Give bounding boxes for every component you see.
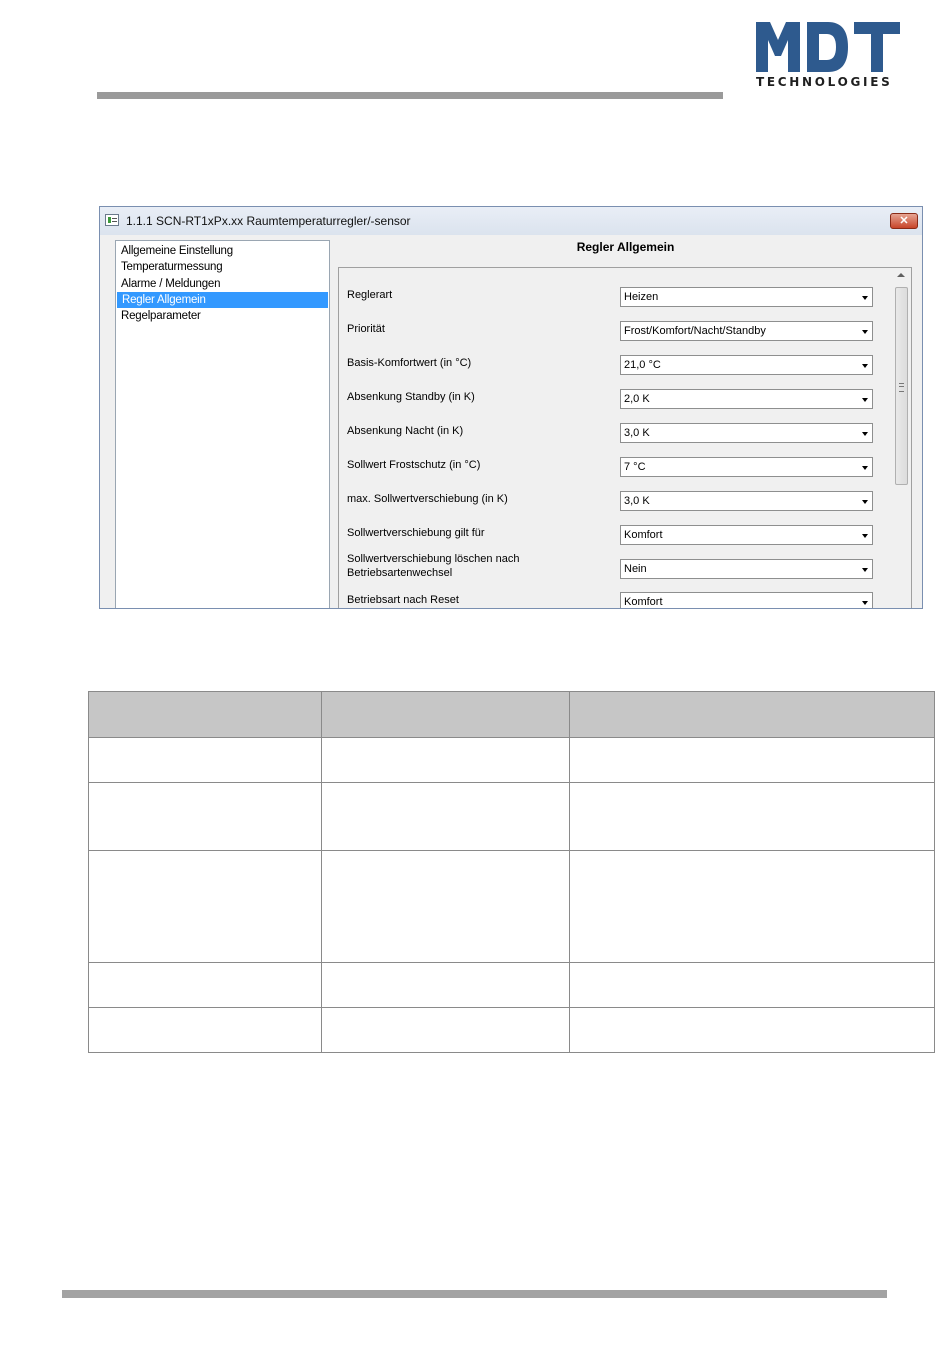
betriebsart-reset-select[interactable] — [620, 592, 873, 609]
table-cell — [322, 1008, 570, 1053]
dropdown-arrow-icon — [862, 398, 868, 402]
param-label: Priorität — [347, 323, 385, 335]
dropdown-arrow-icon — [862, 432, 868, 436]
table-cell — [322, 738, 570, 783]
select-value: Heizen — [624, 291, 659, 303]
param-label: Basis-Komfortwert (in °C) — [347, 357, 472, 369]
table-header-cell — [322, 692, 570, 738]
window-title: 1.1.1 SCN-RT1xPx.xx Raumtemperaturregler/-sensor — [126, 214, 411, 228]
table-cell — [570, 963, 935, 1008]
table-cell — [570, 1008, 935, 1053]
basis-komfortwert-select[interactable] — [620, 355, 873, 375]
nav-item-regler-allgemein[interactable]: Regler Allgemein — [117, 292, 328, 308]
table-cell — [322, 963, 570, 1008]
select-value: 21,0 °C — [624, 359, 661, 371]
close-button[interactable]: ✕ — [890, 213, 918, 229]
select-value: 3,0 K — [624, 427, 650, 439]
nav-item-alarme-meldungen[interactable]: Alarme / Meldungen — [121, 277, 221, 290]
param-row-betriebsart-reset — [347, 592, 892, 609]
param-label: Betriebsart nach Reset — [347, 594, 459, 606]
nav-panel — [115, 240, 330, 609]
table-cell — [89, 1008, 322, 1053]
table-cell — [570, 738, 935, 783]
vertical-scrollbar[interactable] — [893, 269, 911, 609]
sollwertverschiebung-gilt-select[interactable] — [620, 525, 873, 545]
table-cell — [89, 851, 322, 963]
dropdown-arrow-icon — [862, 330, 868, 334]
dropdown-arrow-icon — [862, 296, 868, 300]
dropdown-arrow-icon — [862, 466, 868, 470]
absenkung-nacht-select[interactable] — [620, 423, 873, 443]
param-row-sollwertverschiebung-gilt — [347, 525, 892, 547]
table-row — [89, 851, 935, 963]
select-value: 3,0 K — [624, 495, 650, 507]
dropdown-arrow-icon — [862, 568, 868, 572]
table-header-row — [89, 692, 935, 738]
param-row-reglerart — [347, 287, 892, 309]
mdt-wordmark-icon — [756, 18, 901, 74]
param-row-sollwertverschiebung-loeschen — [347, 553, 892, 581]
nav-item-temperaturmessung[interactable]: Temperaturmessung — [121, 261, 223, 274]
header-rule — [97, 92, 723, 99]
dropdown-arrow-icon — [862, 534, 868, 538]
dropdown-arrow-icon — [862, 364, 868, 368]
reglerart-select[interactable] — [620, 287, 873, 307]
table-header-cell — [89, 692, 322, 738]
nav-item-regelparameter[interactable]: Regelparameter — [121, 310, 201, 323]
sollwert-frostschutz-select[interactable] — [620, 457, 873, 477]
param-row-max-sollwertverschiebung — [347, 491, 892, 513]
sollwertverschiebung-loeschen-select[interactable] — [620, 559, 873, 579]
nav-item-allgemeine-einstellung[interactable]: Allgemeine Einstellung — [121, 245, 233, 257]
absenkung-standby-select[interactable] — [620, 389, 873, 409]
table-row — [89, 963, 935, 1008]
logo-tagline: TECHNOLOGIES — [756, 75, 893, 89]
grip-icon — [899, 383, 904, 392]
footer-rule — [62, 1290, 887, 1298]
table-cell — [322, 851, 570, 963]
parameter-dialog — [99, 206, 923, 609]
param-label: Sollwertverschiebung gilt für — [347, 527, 485, 539]
select-value: 2,0 K — [624, 393, 650, 405]
select-value: Frost/Komfort/Nacht/Standby — [624, 325, 766, 337]
scroll-up-icon[interactable] — [897, 273, 905, 277]
dropdown-arrow-icon — [862, 601, 868, 605]
param-label: Sollwertverschiebung löschen nach Betriebsartenwechsel — [347, 553, 520, 579]
mdt-logo — [756, 18, 901, 90]
select-value: Nein — [624, 563, 647, 575]
title-bar — [100, 207, 922, 235]
panel-title: Regler Allgemein — [576, 240, 675, 254]
param-row-absenkung-nacht — [347, 423, 892, 445]
param-row-basis-komfortwert — [347, 355, 892, 377]
param-label: Reglerart — [347, 289, 393, 301]
param-label: Absenkung Nacht (in K) — [347, 425, 464, 437]
dropdown-arrow-icon — [862, 500, 868, 504]
table-header-cell — [570, 692, 935, 738]
select-value: Komfort — [624, 529, 663, 541]
prioritaet-select[interactable] — [620, 321, 873, 341]
param-row-absenkung-standby — [347, 389, 892, 411]
param-row-prioritaet — [347, 321, 892, 343]
app-icon — [105, 214, 119, 226]
table-row — [89, 783, 935, 851]
param-label: max. Sollwertverschiebung (in K) — [347, 493, 508, 505]
table-cell — [570, 783, 935, 851]
select-value: 7 °C — [624, 461, 646, 473]
table-cell — [570, 851, 935, 963]
param-label: Absenkung Standby (in K) — [347, 391, 475, 403]
scrollbar-thumb[interactable] — [895, 287, 908, 485]
max-sollwertverschiebung-select[interactable] — [620, 491, 873, 511]
table-cell — [322, 783, 570, 851]
parameter-panel — [338, 267, 912, 609]
table-cell — [89, 738, 322, 783]
table-cell — [89, 783, 322, 851]
table-cell — [89, 963, 322, 1008]
param-label: Sollwert Frostschutz (in °C) — [347, 459, 481, 471]
param-row-sollwert-frostschutz — [347, 457, 892, 479]
parameter-table — [88, 691, 935, 1053]
table-row — [89, 1008, 935, 1053]
select-value: Komfort — [624, 596, 663, 608]
table-row — [89, 738, 935, 783]
